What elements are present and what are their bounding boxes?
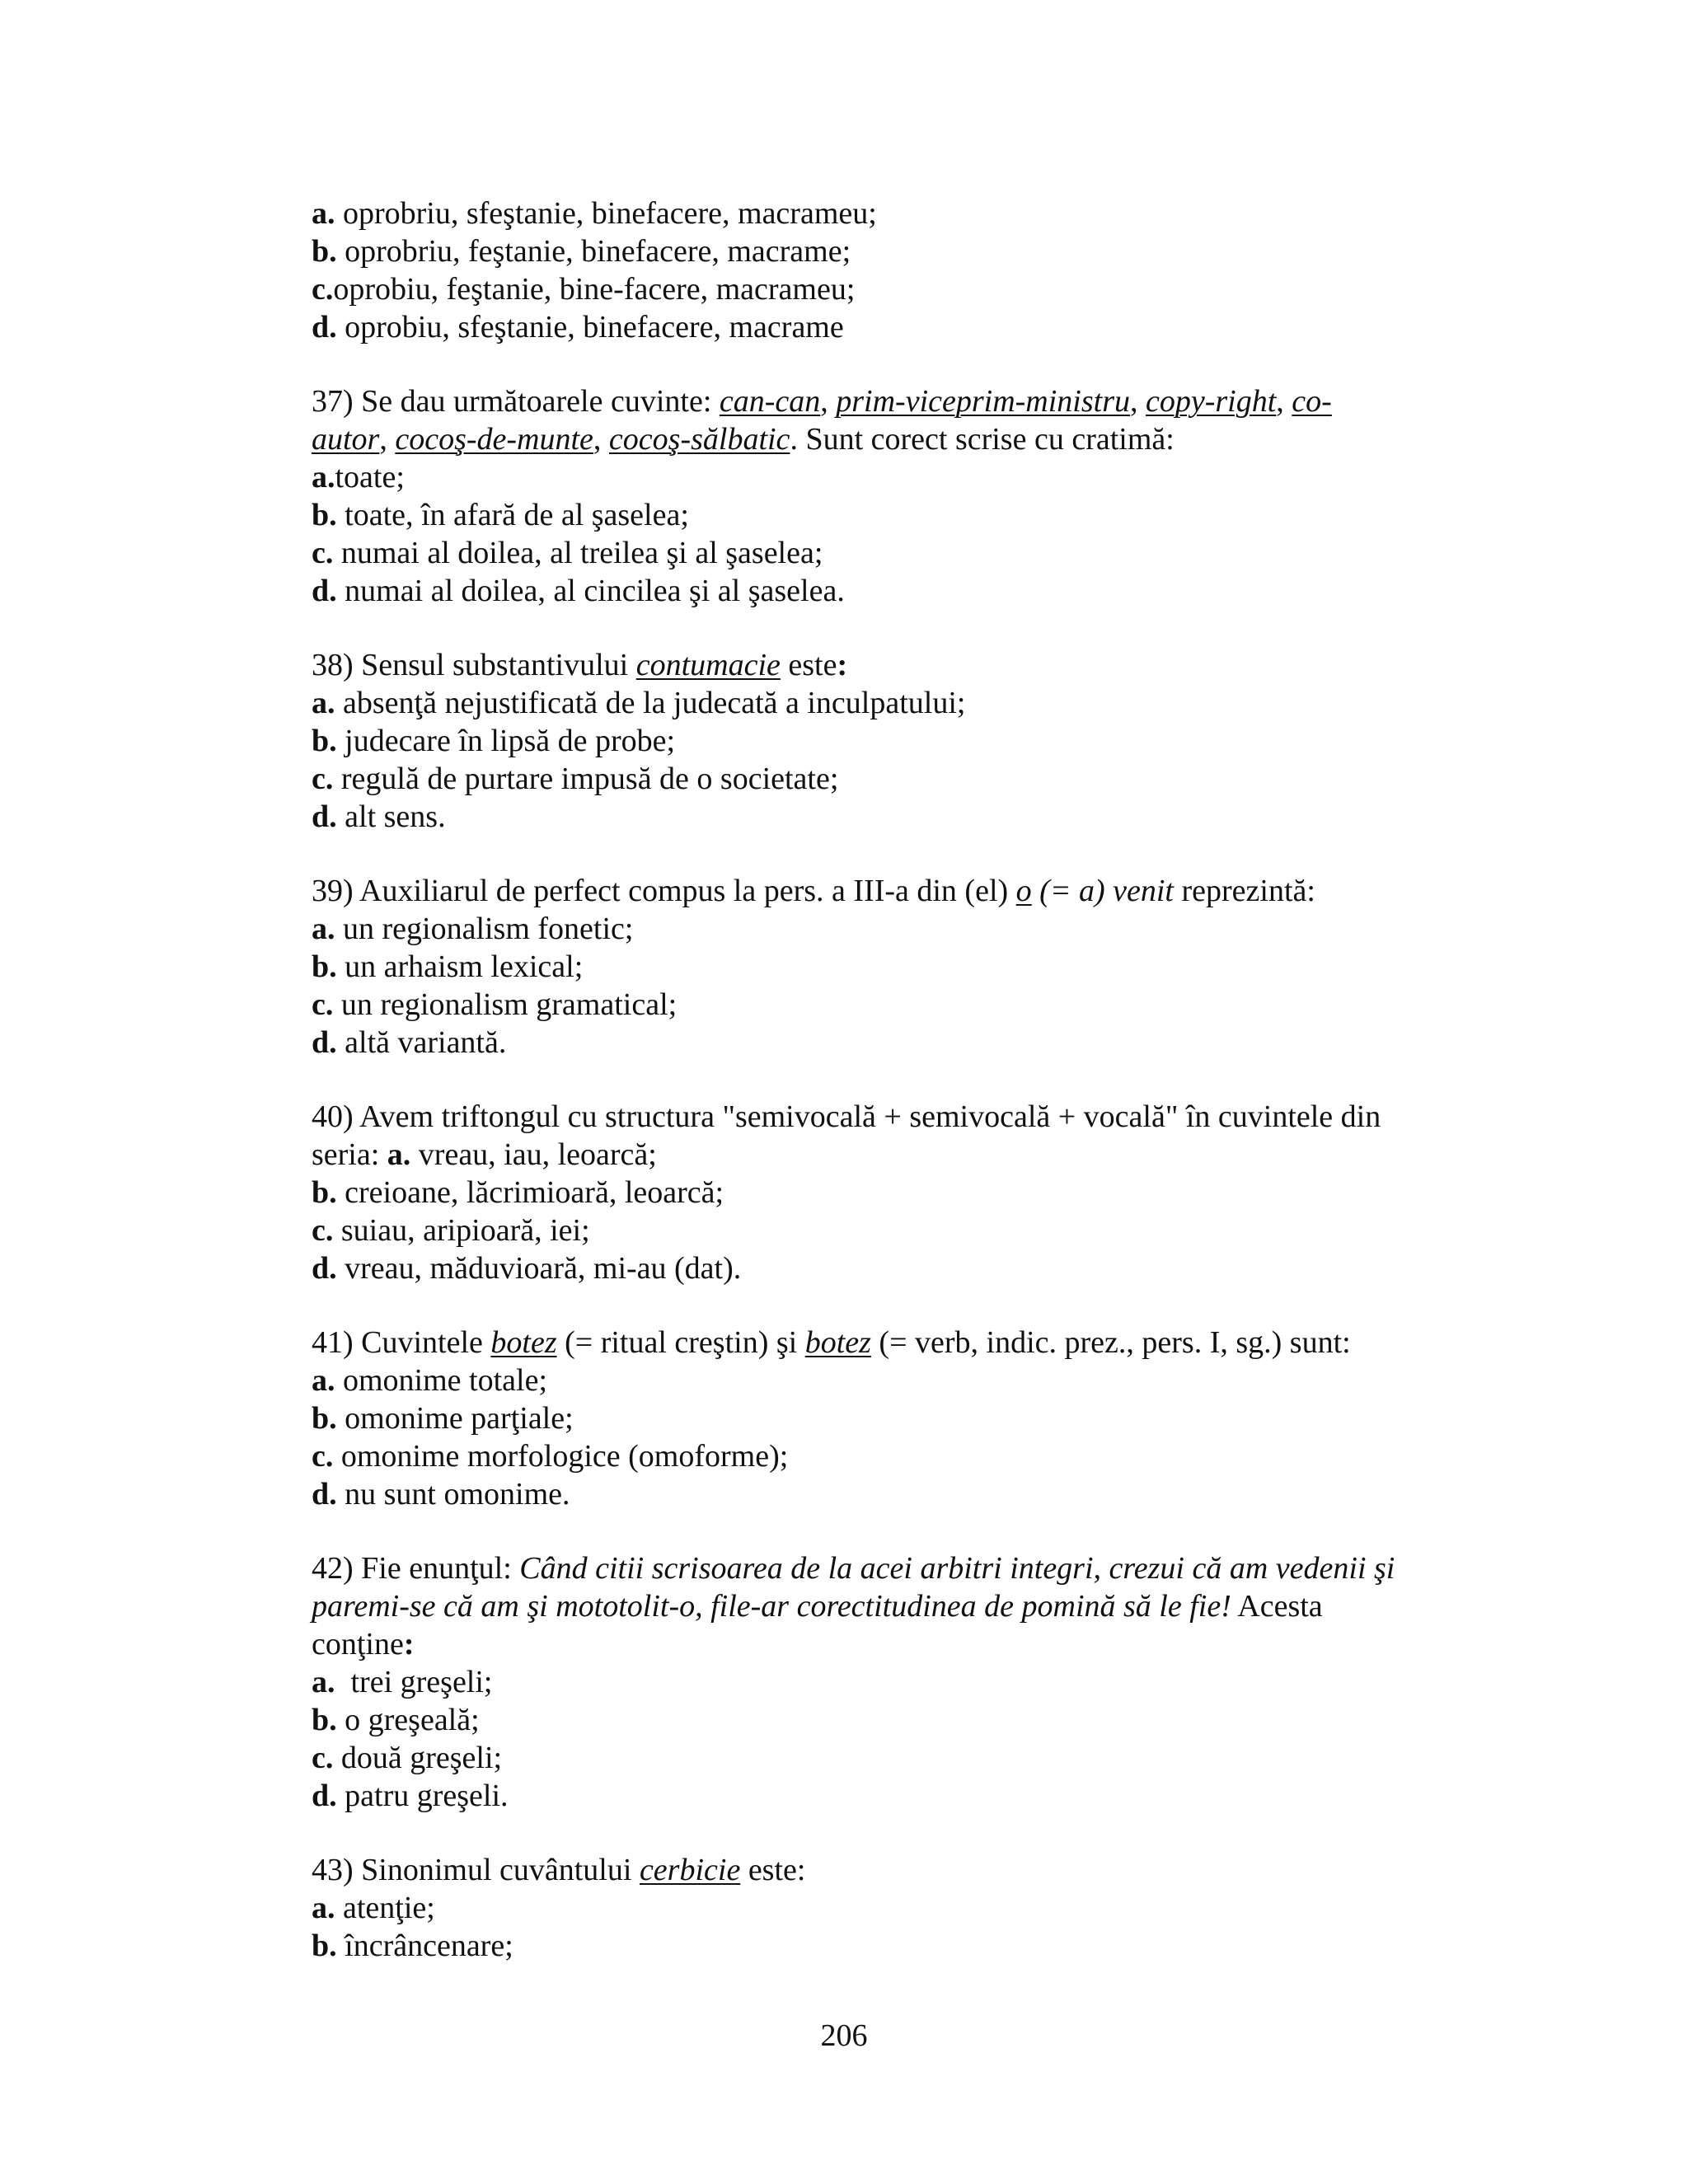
option-d: d. altă variantă.: [312, 1025, 507, 1060]
question-37: [312, 382, 1457, 610]
option-a: a. absenţă nejustificată de la judecată a inculpatului;: [312, 686, 966, 720]
question-text-cont2: conţine:: [312, 1627, 415, 1661]
option-b: b. judecare în lipsă de probe;: [312, 724, 676, 758]
question-39: [312, 872, 1457, 1062]
question-text: 37) Se dau următoarele cuvinte: can-can, prim-viceprim-ministru, copy-right, co-: [312, 384, 1332, 419]
question-text: 38) Sensul substantivului contumacie este:: [312, 648, 848, 682]
option-c: c. suiau, aripioară, iei;: [312, 1213, 590, 1248]
option-b: b. un arhaism lexical;: [312, 949, 584, 984]
question-text-cont: paremi-se că am şi mototolit-o, file-ar corectitudinea de pomină să le fie! Acesta: [312, 1589, 1323, 1624]
option-c: c. numai al doilea, al treilea şi al şaselea;: [312, 536, 823, 570]
option-a: a. trei greşeli;: [312, 1665, 493, 1699]
option-c: c. regulă de purtare impusă de o societate;: [312, 762, 839, 796]
option-d: d. nu sunt omonime.: [312, 1477, 570, 1511]
option-b: b. o greşeală;: [312, 1703, 480, 1737]
option-b: b. omonime parţiale;: [312, 1401, 574, 1436]
question-text: 40) Avem triftongul cu structura "semivocală + semivocală + vocală" în cuvintele din: [312, 1099, 1381, 1134]
option-a: a. atenţie;: [312, 1891, 435, 1925]
question-40: [312, 1098, 1457, 1287]
option-c: c. două greşeli;: [312, 1741, 503, 1775]
option-d: d. numai al doilea, al cincilea şi al şaselea.: [312, 574, 845, 608]
option-b: b. oprobriu, feştanie, binefacere, macrame;: [312, 234, 851, 269]
question-text: 41) Cuvintele botez (= ritual creştin) şi botez (= verb, indic. prez., pers. I, sg.) sunt:: [312, 1325, 1351, 1360]
option-c: c. un regionalism gramatical;: [312, 987, 678, 1022]
page-number: 206: [820, 2018, 868, 2053]
option-d: d. oprobiu, sfeştanie, binefacere, macrame: [312, 310, 844, 344]
question-text-cont: seria: a. vreau, iau, leoarcă;: [312, 1137, 657, 1172]
question-text: 43) Sinonimul cuvântului cerbicie este:: [312, 1853, 806, 1887]
option-d: d. patru greşeli.: [312, 1779, 509, 1813]
option-a: a. oprobriu, sfeştanie, binefacere, macrameu;: [312, 196, 877, 231]
question-41: [312, 1324, 1457, 1513]
question-text: 42) Fie enunţul: Când citii scrisoarea de la acei arbitri integri, crezui că am vedenii şi: [312, 1551, 1395, 1586]
option-b: b. încrâncenare;: [312, 1929, 513, 1963]
question-text: 39) Auxiliarul de perfect compus la pers. a III-a din (el) o (= a) venit reprezintă:: [312, 874, 1315, 908]
question-43: [312, 1851, 1457, 1965]
question-text-cont: autor, cocoş-de-munte, cocoş-sălbatic. Sunt corect scrise cu cratimă:: [312, 422, 1175, 457]
option-c: c. omonime morfologice (omoforme);: [312, 1439, 789, 1474]
option-a: a. un regionalism fonetic;: [312, 912, 634, 946]
question-38: [312, 646, 1457, 836]
question-42: [312, 1549, 1457, 1815]
option-b: b. creioane, lăcrimioară, leoarcă;: [312, 1175, 724, 1210]
option-d: d. vreau, măduvioară, mi-au (dat).: [312, 1251, 742, 1286]
option-d: d. alt sens.: [312, 799, 446, 834]
option-a: a. omonime totale;: [312, 1363, 548, 1398]
option-b: b. toate, în afară de al şaselea;: [312, 498, 689, 532]
option-c: c.oprobiu, feştanie, bine-facere, macrameu;: [312, 272, 856, 307]
option-a: a.toate;: [312, 460, 405, 494]
question-36-options: [312, 194, 1457, 346]
